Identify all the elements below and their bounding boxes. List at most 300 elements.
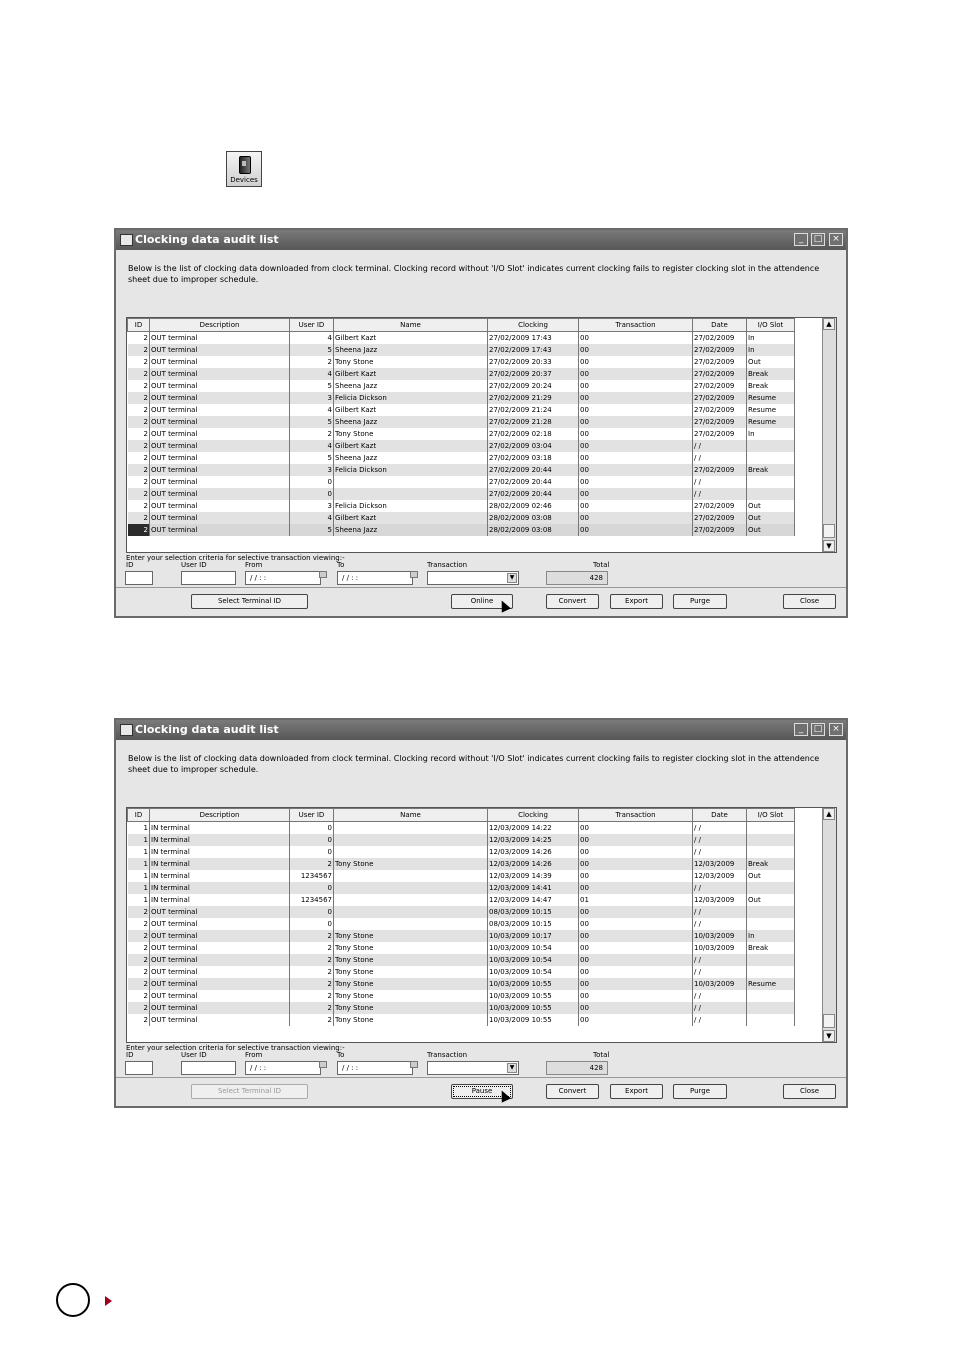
column-header[interactable]: ID <box>128 319 150 332</box>
table-cell: 00 <box>579 332 693 345</box>
table-cell: / / <box>693 846 747 858</box>
table-cell: 3 <box>290 392 334 404</box>
to-filter-label: To <box>337 561 345 569</box>
table-cell: 27/02/2009 <box>693 464 747 476</box>
table-cell <box>747 918 795 930</box>
table-cell: 00 <box>579 978 693 990</box>
divider <box>116 1077 846 1078</box>
table-cell: 5 <box>290 524 334 536</box>
column-header[interactable]: Clocking <box>488 809 579 822</box>
table-cell: Break <box>747 858 795 870</box>
table-cell: 2 <box>128 1014 150 1026</box>
table-row[interactable] <box>128 440 795 452</box>
table-cell: OUT terminal <box>150 512 290 524</box>
table-cell: / / <box>693 834 747 846</box>
table-cell: Sheena Jazz <box>334 452 488 464</box>
table-cell <box>334 846 488 858</box>
table-cell: Tony Stone <box>334 978 488 990</box>
table-row[interactable] <box>128 870 795 882</box>
table-cell: 2 <box>128 380 150 392</box>
from-date-input[interactable]: / / : : <box>245 1061 321 1075</box>
table-cell: 0 <box>290 476 334 488</box>
table-cell: 00 <box>579 380 693 392</box>
table-cell: 00 <box>579 858 693 870</box>
table-cell <box>334 918 488 930</box>
table-cell: 10/03/2009 10:54 <box>488 966 579 978</box>
table-cell: 00 <box>579 440 693 452</box>
table-cell: 0 <box>290 822 334 835</box>
table-cell: Tony Stone <box>334 990 488 1002</box>
table-row[interactable] <box>128 918 795 930</box>
table-cell: OUT terminal <box>150 440 290 452</box>
online-pause-button[interactable]: Online <box>451 594 513 609</box>
column-header[interactable]: Transaction <box>579 319 693 332</box>
table-cell: 2 <box>290 428 334 440</box>
table-cell: 00 <box>579 1002 693 1014</box>
close-icon[interactable]: × <box>829 233 843 246</box>
table-row[interactable] <box>128 954 795 966</box>
column-header[interactable]: I/O Slot <box>747 809 795 822</box>
table-cell: 10/03/2009 10:55 <box>488 1014 579 1026</box>
table-cell: In <box>747 344 795 356</box>
table-row[interactable] <box>128 416 795 428</box>
column-header[interactable]: Description <box>150 809 290 822</box>
window-title: Clocking data audit list <box>135 723 279 736</box>
table-cell: 27/02/2009 17:43 <box>488 344 579 356</box>
table-cell: 27/02/2009 03:18 <box>488 452 579 464</box>
convert-button[interactable]: Convert <box>546 1084 599 1099</box>
table-cell: 5 <box>290 452 334 464</box>
table-row[interactable] <box>128 990 795 1002</box>
table-cell: 2 <box>290 858 334 870</box>
table-row[interactable] <box>128 930 795 942</box>
table-cell: In <box>747 930 795 942</box>
column-header[interactable]: User ID <box>290 319 334 332</box>
column-header[interactable]: Transaction <box>579 809 693 822</box>
table-cell: 5 <box>290 416 334 428</box>
table-cell: 00 <box>579 512 693 524</box>
table-cell: 27/02/2009 20:44 <box>488 464 579 476</box>
id-filter-input[interactable] <box>125 571 153 585</box>
table-cell: 2 <box>128 464 150 476</box>
criteria-label: Enter your selection criteria for selective transaction viewing:- <box>126 1044 345 1052</box>
table-cell: 2 <box>128 942 150 954</box>
table-cell <box>747 882 795 894</box>
table-cell <box>747 846 795 858</box>
from-filter-label: From <box>245 561 263 569</box>
table-cell: 27/02/2009 20:37 <box>488 368 579 380</box>
table-cell: 27/02/2009 <box>693 356 747 368</box>
table-row[interactable] <box>128 476 795 488</box>
app-icon <box>120 724 133 736</box>
table-cell: 10/03/2009 10:17 <box>488 930 579 942</box>
table-cell: 12/03/2009 <box>693 858 747 870</box>
table-cell: 12/03/2009 14:47 <box>488 894 579 906</box>
table-cell: 12/03/2009 14:22 <box>488 822 579 835</box>
table-row[interactable] <box>128 1014 795 1026</box>
table-cell: 08/03/2009 10:15 <box>488 918 579 930</box>
table-cell: OUT terminal <box>150 356 290 368</box>
table-cell <box>334 488 488 500</box>
table-cell: 4 <box>290 404 334 416</box>
table-cell: 27/02/2009 20:44 <box>488 476 579 488</box>
table-row[interactable] <box>128 978 795 990</box>
table-row[interactable] <box>128 1002 795 1014</box>
table-row[interactable] <box>128 332 795 345</box>
scroll-up-icon[interactable]: ▲ <box>823 318 835 330</box>
table-cell: 4 <box>290 512 334 524</box>
table-cell: OUT terminal <box>150 368 290 380</box>
table-row[interactable] <box>128 942 795 954</box>
table-cell: Gilbert Kazt <box>334 512 488 524</box>
clocking-data-table[interactable] <box>126 317 837 553</box>
table-cell: In <box>747 428 795 440</box>
table-cell <box>334 882 488 894</box>
table-cell: 2 <box>290 942 334 954</box>
table-row[interactable] <box>128 488 795 500</box>
window-title: Clocking data audit list <box>135 233 279 246</box>
table-cell: Gilbert Kazt <box>334 404 488 416</box>
table-cell: 12/03/2009 <box>693 894 747 906</box>
table-row[interactable] <box>128 452 795 464</box>
table-row[interactable] <box>128 858 795 870</box>
description-text: Below is the list of clocking data downloaded from clock terminal. Clocking record without 'I/O Slot' indicates current clocking fails to register clocking slot in the attendence sheet due to improper schedule. <box>128 754 820 774</box>
table-cell: Resume <box>747 416 795 428</box>
table-row[interactable] <box>128 906 795 918</box>
table-row[interactable] <box>128 524 795 536</box>
table-cell: 12/03/2009 14:26 <box>488 858 579 870</box>
column-header[interactable]: Date <box>693 809 747 822</box>
table-cell: 2 <box>128 404 150 416</box>
total-label: Total <box>593 1051 610 1059</box>
table-cell: OUT terminal <box>150 978 290 990</box>
table-cell: 27/02/2009 <box>693 404 747 416</box>
table-row[interactable] <box>128 464 795 476</box>
column-header[interactable]: Date <box>693 319 747 332</box>
table-cell: 2 <box>290 356 334 368</box>
user-id-filter-input[interactable] <box>181 571 236 585</box>
table-cell: 00 <box>579 930 693 942</box>
table-cell <box>747 1014 795 1026</box>
close-button[interactable]: Close <box>783 1084 836 1099</box>
table-cell: 2 <box>128 930 150 942</box>
close-icon[interactable]: × <box>829 723 843 736</box>
table-cell: Break <box>747 368 795 380</box>
close-button[interactable]: Close <box>783 594 836 609</box>
table-cell: / / <box>693 1014 747 1026</box>
table-cell: 27/02/2009 <box>693 380 747 392</box>
table-cell: OUT terminal <box>150 476 290 488</box>
table-cell: 3 <box>290 464 334 476</box>
table-row[interactable] <box>128 392 795 404</box>
purge-button[interactable]: Purge <box>673 594 727 609</box>
table-cell: 28/02/2009 02:46 <box>488 500 579 512</box>
maximize-icon[interactable]: □ <box>811 723 825 736</box>
page-arrow-icon <box>105 1296 112 1306</box>
table-cell: 27/02/2009 <box>693 344 747 356</box>
table-cell: 00 <box>579 500 693 512</box>
table-cell: 2 <box>128 978 150 990</box>
table-cell: 2 <box>290 966 334 978</box>
user-id-filter-input[interactable] <box>181 1061 236 1075</box>
column-header[interactable]: Name <box>334 809 488 822</box>
description-text: Below is the list of clocking data downloaded from clock terminal. Clocking record without 'I/O Slot' indicates current clocking fails to register clocking slot in the attendence sheet due to improper schedule. <box>128 264 820 284</box>
table-cell: OUT terminal <box>150 452 290 464</box>
table-cell: IN terminal <box>150 846 290 858</box>
scroll-down-icon[interactable]: ▼ <box>823 540 835 552</box>
table-cell: 00 <box>579 882 693 894</box>
table-cell: 27/02/2009 21:28 <box>488 416 579 428</box>
table-row[interactable] <box>128 846 795 858</box>
table-row[interactable] <box>128 356 795 368</box>
export-button[interactable]: Export <box>610 594 663 609</box>
user-id-filter-label: User ID <box>181 561 207 569</box>
total-count: 428 <box>546 571 608 585</box>
table-cell: 27/02/2009 17:43 <box>488 332 579 345</box>
table-row[interactable] <box>128 368 795 380</box>
table-cell: Out <box>747 870 795 882</box>
to-calendar-icon[interactable] <box>410 571 418 578</box>
table-cell: Gilbert Kazt <box>334 440 488 452</box>
table-cell: 27/02/2009 02:18 <box>488 428 579 440</box>
chevron-down-icon[interactable]: ▼ <box>507 1063 517 1073</box>
table-cell: IN terminal <box>150 882 290 894</box>
column-header[interactable]: Clocking <box>488 319 579 332</box>
table-cell: OUT terminal <box>150 942 290 954</box>
table-cell: 2 <box>128 368 150 380</box>
column-header[interactable]: Description <box>150 319 290 332</box>
divider <box>116 587 846 588</box>
table-cell: 10/03/2009 <box>693 930 747 942</box>
table-header-row <box>128 809 795 822</box>
transaction-select[interactable] <box>427 1061 519 1075</box>
clocking-data-table[interactable] <box>126 807 837 1043</box>
table-cell: 1 <box>128 882 150 894</box>
purge-button[interactable]: Purge <box>673 1084 727 1099</box>
select-terminal-id-button[interactable]: Select Terminal ID <box>191 594 308 609</box>
table-cell: 1 <box>128 846 150 858</box>
table-cell <box>747 476 795 488</box>
column-header[interactable]: ID <box>128 809 150 822</box>
chevron-down-icon[interactable]: ▼ <box>507 573 517 583</box>
table-cell: Tony Stone <box>334 1014 488 1026</box>
convert-button[interactable]: Convert <box>546 594 599 609</box>
table-cell: 10/03/2009 <box>693 978 747 990</box>
total-count: 428 <box>546 1061 608 1075</box>
table-cell: 1 <box>128 834 150 846</box>
table-cell: Gilbert Kazt <box>334 332 488 345</box>
transaction-filter-label: Transaction <box>427 1051 468 1059</box>
table-cell: Tony Stone <box>334 966 488 978</box>
table-cell: 1 <box>128 870 150 882</box>
devices-label: Devices <box>230 176 258 184</box>
table-cell: 2 <box>290 930 334 942</box>
table-cell: Break <box>747 464 795 476</box>
table-cell: / / <box>693 1002 747 1014</box>
table-cell: 3 <box>290 500 334 512</box>
table-cell: Felicia Dickson <box>334 392 488 404</box>
to-date-input[interactable]: / / : : <box>337 1061 413 1075</box>
table-cell: 2 <box>128 990 150 1002</box>
from-calendar-icon[interactable] <box>319 1061 327 1068</box>
table-cell: 2 <box>290 990 334 1002</box>
to-calendar-icon[interactable] <box>410 1061 418 1068</box>
column-header[interactable]: User ID <box>290 809 334 822</box>
table-cell: OUT terminal <box>150 990 290 1002</box>
scroll-thumb[interactable] <box>823 1014 835 1028</box>
minimize-icon[interactable]: _ <box>794 233 808 246</box>
table-cell: 27/02/2009 <box>693 368 747 380</box>
terminal-device-icon <box>239 156 251 174</box>
column-header[interactable]: Name <box>334 319 488 332</box>
table-cell: / / <box>693 954 747 966</box>
table-cell: OUT terminal <box>150 1014 290 1026</box>
to-date-input[interactable]: / / : : <box>337 571 413 585</box>
table-cell: 10/03/2009 10:55 <box>488 990 579 1002</box>
table-cell: 10/03/2009 <box>693 942 747 954</box>
table-cell <box>747 990 795 1002</box>
table-cell <box>334 476 488 488</box>
criteria-label: Enter your selection criteria for selective transaction viewing:- <box>126 554 345 562</box>
scroll-up-icon[interactable]: ▲ <box>823 808 835 820</box>
table-row[interactable] <box>128 822 795 835</box>
table-cell: / / <box>693 488 747 500</box>
table-cell: 2 <box>128 500 150 512</box>
table-cell: 27/02/2009 <box>693 524 747 536</box>
table-row[interactable] <box>128 428 795 440</box>
table-cell: 27/02/2009 <box>693 392 747 404</box>
table-row[interactable] <box>128 500 795 512</box>
table-cell <box>747 906 795 918</box>
table-cell: Felicia Dickson <box>334 464 488 476</box>
table-cell: Tony Stone <box>334 942 488 954</box>
table-cell: 2 <box>128 524 150 536</box>
minimize-icon[interactable]: _ <box>794 723 808 736</box>
transaction-select[interactable] <box>427 571 519 585</box>
table-cell: 01 <box>579 894 693 906</box>
table-cell: OUT terminal <box>150 954 290 966</box>
id-filter-label: ID <box>126 561 134 569</box>
table-cell: / / <box>693 822 747 835</box>
table-cell: Felicia Dickson <box>334 500 488 512</box>
table-cell: 00 <box>579 870 693 882</box>
table-row[interactable] <box>128 380 795 392</box>
table-cell: 00 <box>579 416 693 428</box>
table-cell: 12/03/2009 <box>693 870 747 882</box>
table-row[interactable] <box>128 344 795 356</box>
table-cell: 0 <box>290 906 334 918</box>
table-cell: 10/03/2009 10:54 <box>488 942 579 954</box>
table-row[interactable] <box>128 882 795 894</box>
table-cell: 2 <box>128 488 150 500</box>
table-cell: OUT terminal <box>150 918 290 930</box>
table-row[interactable] <box>128 834 795 846</box>
table-cell: 28/02/2009 03:08 <box>488 524 579 536</box>
from-filter-label: From <box>245 1051 263 1059</box>
table-row[interactable] <box>128 966 795 978</box>
table-cell: 2 <box>290 1002 334 1014</box>
table-cell: 12/03/2009 14:26 <box>488 846 579 858</box>
table-cell: 0 <box>290 488 334 500</box>
column-header[interactable]: I/O Slot <box>747 319 795 332</box>
table-row[interactable] <box>128 894 795 906</box>
table-cell: 00 <box>579 368 693 380</box>
table-cell: 27/02/2009 21:29 <box>488 392 579 404</box>
table-cell: OUT terminal <box>150 344 290 356</box>
transaction-filter-label: Transaction <box>427 561 468 569</box>
table-cell: 27/02/2009 20:44 <box>488 488 579 500</box>
from-date-input[interactable]: / / : : <box>245 571 321 585</box>
table-cell: 00 <box>579 524 693 536</box>
maximize-icon[interactable]: □ <box>811 233 825 246</box>
online-pause-button[interactable]: Pause <box>451 1084 513 1099</box>
vertical-scrollbar[interactable] <box>822 318 836 552</box>
table-cell: 5 <box>290 380 334 392</box>
table-cell <box>334 822 488 835</box>
table-cell: OUT terminal <box>150 500 290 512</box>
scroll-down-icon[interactable]: ▼ <box>823 1030 835 1042</box>
table-cell: Out <box>747 512 795 524</box>
scroll-thumb[interactable] <box>823 524 835 538</box>
from-calendar-icon[interactable] <box>319 571 327 578</box>
table-cell: 2 <box>128 966 150 978</box>
table-cell: 2 <box>128 954 150 966</box>
table-cell: 08/03/2009 10:15 <box>488 906 579 918</box>
table-cell: Sheena Jazz <box>334 344 488 356</box>
app-icon <box>120 234 133 246</box>
table-row[interactable] <box>128 512 795 524</box>
table-cell: OUT terminal <box>150 416 290 428</box>
table-cell: 00 <box>579 990 693 1002</box>
table-cell: 1 <box>128 894 150 906</box>
table-cell: OUT terminal <box>150 488 290 500</box>
table-cell: OUT terminal <box>150 966 290 978</box>
table-cell <box>334 894 488 906</box>
table-cell: Tony Stone <box>334 1002 488 1014</box>
table-cell: Out <box>747 356 795 368</box>
table-cell: Out <box>747 500 795 512</box>
table-cell: OUT terminal <box>150 332 290 345</box>
total-label: Total <box>593 561 610 569</box>
table-cell: OUT terminal <box>150 524 290 536</box>
table-cell: 0 <box>290 882 334 894</box>
table-cell <box>334 870 488 882</box>
table-cell <box>747 440 795 452</box>
table-cell <box>747 954 795 966</box>
devices-icon[interactable] <box>226 151 262 187</box>
table-cell: IN terminal <box>150 894 290 906</box>
table-cell: 27/02/2009 20:33 <box>488 356 579 368</box>
table-cell: 2 <box>128 512 150 524</box>
user-id-filter-label: User ID <box>181 1051 207 1059</box>
table-row[interactable] <box>128 404 795 416</box>
table-cell: 00 <box>579 392 693 404</box>
table-cell: 2 <box>128 416 150 428</box>
select-terminal-id-button[interactable]: Select Terminal ID <box>191 1084 308 1099</box>
table-cell: / / <box>693 440 747 452</box>
table-cell: 28/02/2009 03:08 <box>488 512 579 524</box>
table-cell: IN terminal <box>150 858 290 870</box>
id-filter-input[interactable] <box>125 1061 153 1075</box>
table-cell: 27/02/2009 <box>693 428 747 440</box>
table-cell <box>747 822 795 835</box>
table-cell: IN terminal <box>150 870 290 882</box>
export-button[interactable]: Export <box>610 1084 663 1099</box>
table-cell: 5 <box>290 344 334 356</box>
vertical-scrollbar[interactable] <box>822 808 836 1042</box>
table-cell: 2 <box>290 978 334 990</box>
table-cell: 00 <box>579 1014 693 1026</box>
